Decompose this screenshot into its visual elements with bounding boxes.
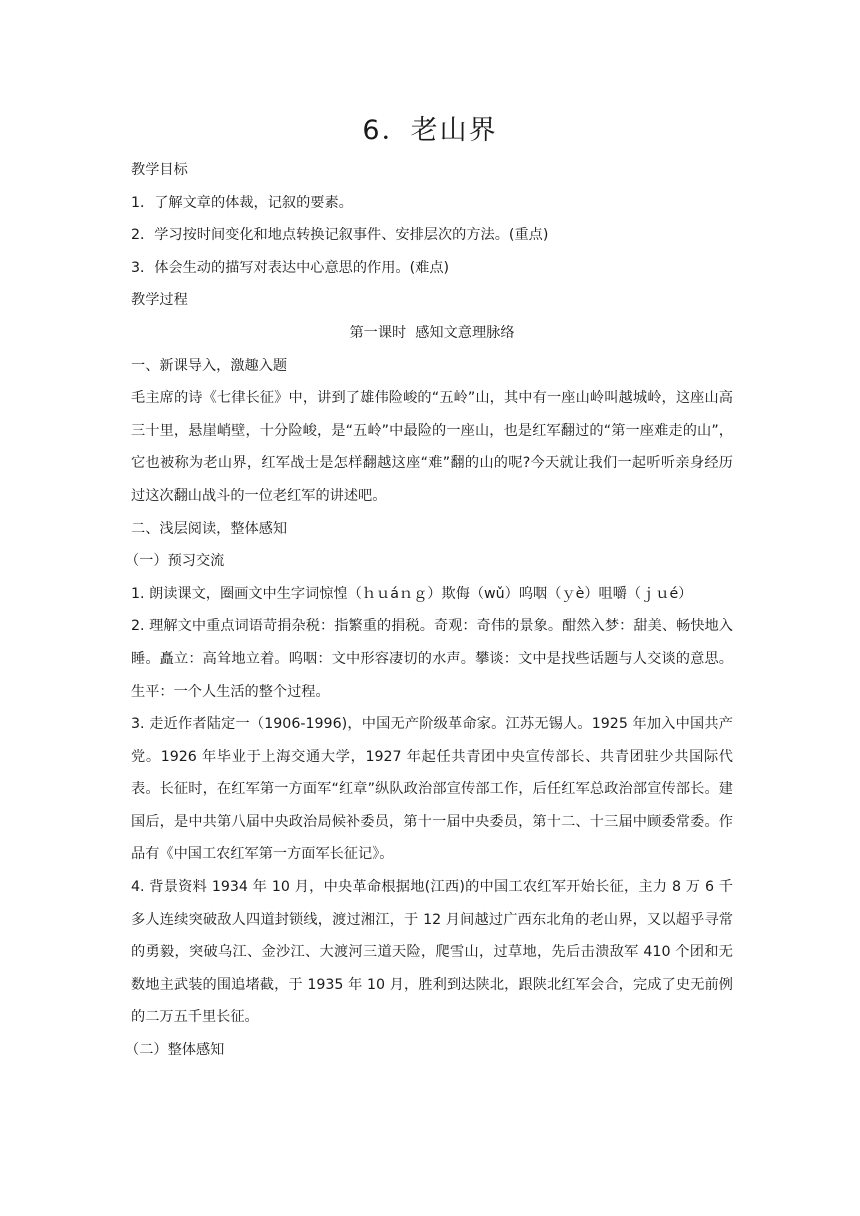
goal-item: 1．了解文章的体裁，记叙的要素。 xyxy=(131,194,353,211)
document-body xyxy=(125,154,733,1067)
subsection-heading: （一）预习交流 xyxy=(125,553,225,570)
lesson-title: 第一课时 感知文意理脉络 xyxy=(349,324,515,341)
goals-heading: 教学目标 xyxy=(131,162,188,178)
subsection-heading: （二）整体感知 xyxy=(125,1042,225,1059)
list-item: 1. 朗读课文，圈画文中生字词惊惶（ｈｕáｎｇ）欺侮（wǔ）呜咽（ｙè）咀嚼（ｊｕé） xyxy=(131,585,693,602)
list-item: 2. 理解文中重点词语苛捐杂税：指繁重的捐税。奇观：奇伟的景象。酣然入梦：甜美、畅快地入睡。矗立：高耸地立着。呜咽：文中形容凄切的水声。攀谈：文中是找些话题与人交谈的意思。生平：一个人生活的整个过程。 xyxy=(131,618,733,700)
section-heading: 一、新课导入，激趣入题 xyxy=(131,357,288,374)
goal-item: 2．学习按时间变化和地点转换记叙事件、安排层次的方法。(重点) xyxy=(131,227,549,244)
intro-paragraph: 毛主席的诗《七律长征》中，讲到了雄伟险峻的“五岭”山，其中有一座山岭叫越城岭，这座山高三十里，悬崖峭壁，十分险峻，是“五岭”中最险的一座山，也是红军翻过的“第一座难走的山”，它也被称为老山界，红军战士是怎样翻越这座“难”翻的山的呢?今天就让我们一起听听亲身经历过这次翻山战斗的一位老红军的讲述吧。 xyxy=(131,390,733,504)
section-heading: 二、浅层阅读，整体感知 xyxy=(131,520,288,537)
goal-item: 3．体会生动的描写对表达中心意思的作用。(难点) xyxy=(131,259,450,276)
page-title: 6．老山界 xyxy=(362,115,498,146)
list-item: 4. 背景资料 1934 年 10 月，中央革命根据地(江西)的中国工农红军开始长征，主力 8 万 6 千多人连续突破敌人四道封锁线，渡过湘江，于 12 月间越过广西东北角的老山界，又以超乎寻常的勇毅，突破乌江、金沙江、大渡河三道天险，爬雪山，过草地，先后击溃敌军 410 个团和无数地主武装的围追堵截，于 1935 年 10 月，胜利到达陕北，跟陕北红军会合，完成了史无前例的二万五千里长征。 xyxy=(131,879,733,1026)
list-item: 3. 走近作者陆定一（1906-1996)，中国无产阶级革命家。江苏无锡人。1925 年加入中国共产党。1926 年毕业于上海交通大学，1927 年起任共青团中央宣传部长、共青团驻少共国际代表。长征时，在红军第一方面军“红章”纵队政治部宣传部工作，后任红军总政治部宣传部长。建国后，是中共第八届中央政治局候补委员，第十一届中央委员，第十二、十三届中顾委常委。作品有《中国工农红军第一方面军长征记》。 xyxy=(131,716,733,863)
process-heading: 教学过程 xyxy=(131,292,188,309)
